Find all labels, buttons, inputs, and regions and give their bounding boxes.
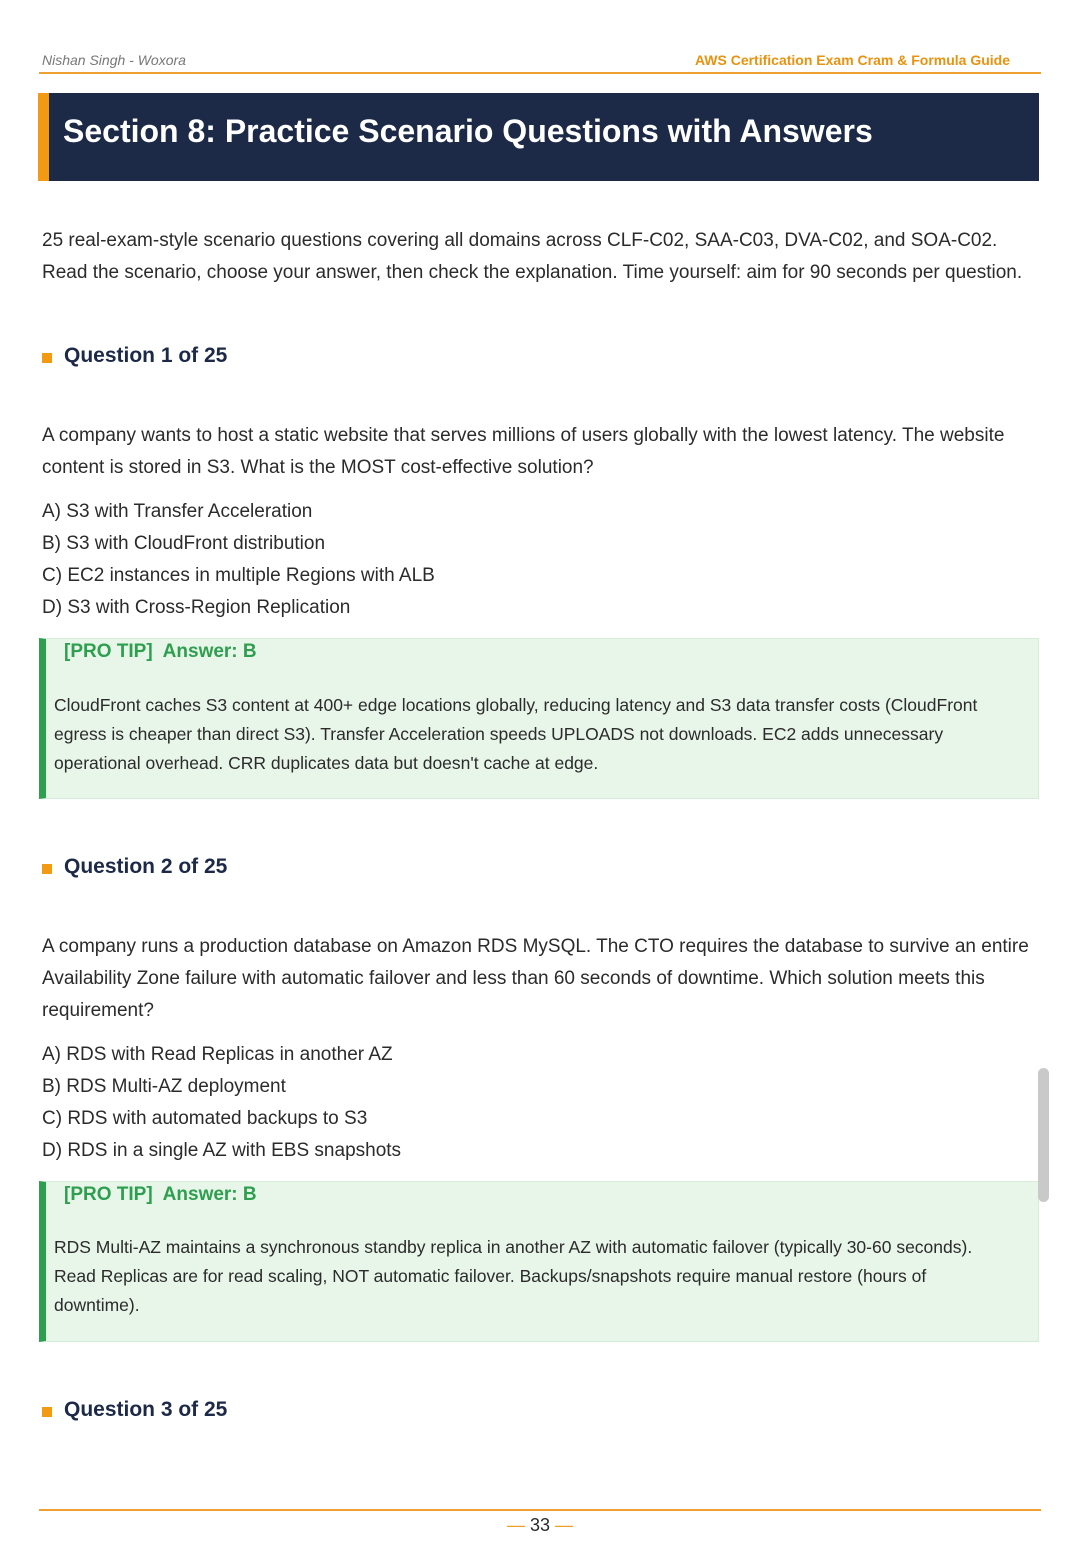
pro-tip-label [64,641,257,663]
footer-dash-left: — [506,1515,525,1535]
answer-options [42,496,1032,624]
header-author: Nishan Singh - Woxora [42,52,186,68]
question-title: Question 3 of 25 [64,1398,228,1421]
page-footer [0,1515,1080,1536]
question-title: Question 1 of 25 [64,344,228,367]
option-b: B) S3 with CloudFront distribution [42,533,326,554]
option-c: C) RDS with automated backups to S3 [42,1108,368,1129]
pro-tip-box [39,638,1039,799]
question-text: A company runs a production database on Amazon RDS MySQL. The CTO requires the database to survive an entire Availability Zone failure with automatic failover and less than 60 seconds of downtime. Which solution meets this requirement? [42,936,1029,1021]
header-divider [39,72,1041,74]
option-a: A) S3 with Transfer Acceleration [42,501,313,522]
question-heading [42,341,227,371]
question-text: A company wants to host a static website that serves millions of users globally with the lowest latency. The website content is stored in S3. What is the MOST cost-effective solution? [42,425,1005,478]
explanation-text: RDS Multi-AZ maintains a synchronous standby replica in another AZ with automatic failover (typically 30-60 seconds). Read Replicas are for read scaling, NOT automatic failover. Backups/snapshots require manual restore (hours of downtime). [54,1237,973,1315]
header-guide-title: AWS Certification Exam Cram & Formula Guide [694,52,1010,68]
intro-paragraph: 25 real-exam-style scenario questions covering all domains across CLF-C02, SAA-C03, DVA-C02, and SOA-C02. Read the scenario, choose your answer, then check the explanation. Time yourself: aim for 90 seconds per question. [42,230,1023,283]
option-a: A) RDS with Read Replicas in another AZ [42,1044,393,1065]
question-title: Question 2 of 25 [64,855,228,878]
bullet-square-icon [42,864,52,874]
footer-divider [39,1509,1041,1511]
pro-tip-tag: [PRO TIP] [64,641,153,662]
option-d: D) S3 with Cross-Region Replication [42,597,351,618]
option-b: B) RDS Multi-AZ deployment [42,1076,286,1097]
option-d: D) RDS in a single AZ with EBS snapshots [42,1140,402,1161]
question-heading [42,1395,227,1425]
explanation-text: CloudFront caches S3 content at 400+ edge locations globally, reducing latency and S3 data transfer costs (CloudFront egress is cheaper than direct S3). Transfer Acceleration speeds UPLOADS not downloads. EC2 adds unnecessary operational overhead. CRR duplicates data but doesn't cache at edge. [54,695,978,773]
bullet-square-icon [42,1407,52,1417]
option-c: C) EC2 instances in multiple Regions with ALB [42,565,435,586]
bullet-square-icon [42,353,52,363]
answer-label: Answer: B [162,641,257,662]
scrollbar-thumb[interactable] [1038,1068,1049,1202]
answer-options [42,1039,1032,1167]
section-banner [38,93,1039,181]
answer-label: Answer: B [162,1184,257,1205]
pro-tip-box [39,1181,1039,1342]
question-heading [42,852,227,882]
pro-tip-tag: [PRO TIP] [64,1184,153,1205]
section-title: Section 8: Practice Scenario Questions with Answers [63,113,873,149]
pro-tip-label [64,1184,257,1206]
footer-dash-right: — [555,1515,574,1535]
page-number: 33 [529,1515,551,1535]
